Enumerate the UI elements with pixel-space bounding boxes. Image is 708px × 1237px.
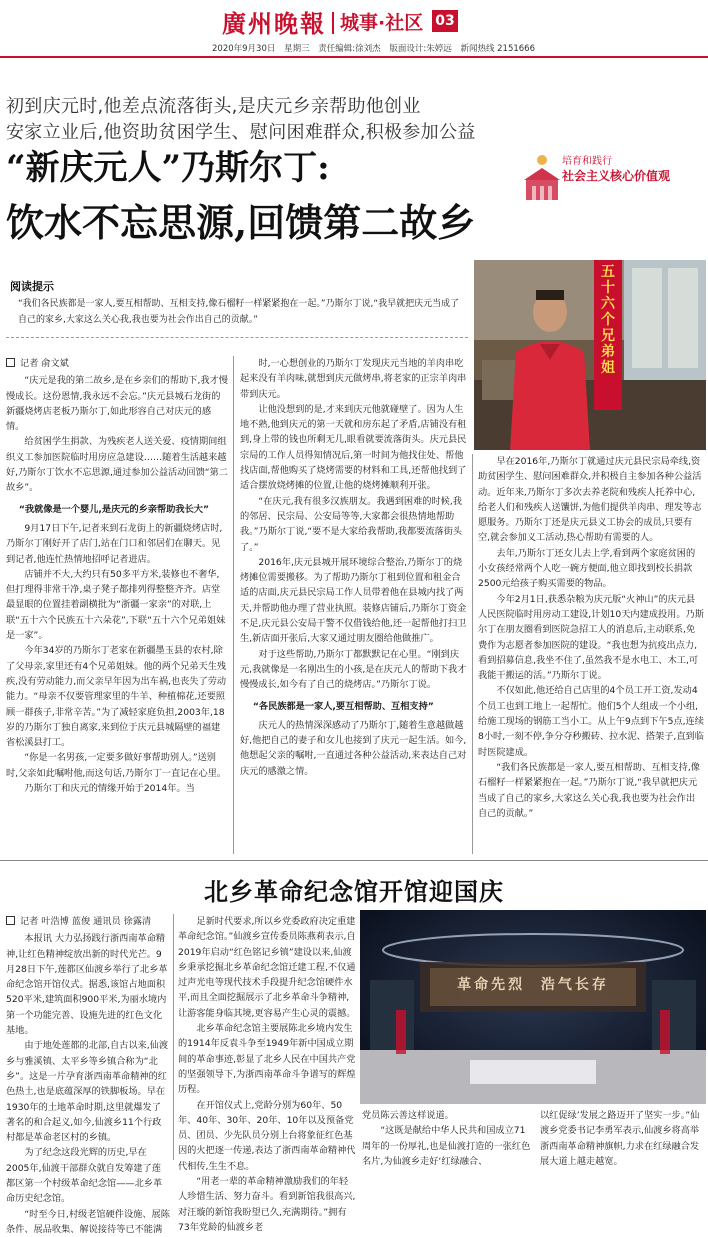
column-divider: [472, 454, 473, 854]
subheading: “各民族都是一家人,要互相帮助、互相支持”: [252, 700, 434, 712]
paragraph: 让他没想到的是,才来到庆元他就碰壁了。因为人生地不熟,他到庆元的第一天就和房东起了矛盾,店铺没有租到,身上带的钱也所剩无几,眼看就要流落街头。庆元县民宗局的工作人员得知情况后,第一时间为他找住处、帮他找店面,帮他购买了烧烤需要的材料和工具,还帮他找到了适合摆放烧烤摊的位置,让他的烧烤摊顺利开张。: [240, 403, 467, 492]
story1-column-1: [6, 356, 228, 856]
core-values-stamp: [522, 150, 702, 208]
paragraph: 时,一心想创业的乃斯尔丁发现庆元当地的羊肉串吃起来没有羊肉味,就想到庆元做烤串,将老家的正宗羊肉串带到庆元。: [240, 358, 467, 400]
story1-headline-2: 饮水不忘思源,回馈第二故乡: [6, 200, 476, 245]
paragraph: “庆元是我的第二故乡,是在乡亲们的帮助下,我才慢慢成长。这份恩情,我永远不会忘。”庆元县城石龙街的新疆烧烤店老板乃斯尔丁,如此形容自己对庆元的感情。: [6, 375, 228, 433]
paragraph: 9月17日下午,记者来到石龙街上的新疆烧烤店时,乃斯尔丁刚好开了店门,站在门口和邻居们在聊天。见到记者,他连忙热情地招呼记者进店。: [6, 522, 223, 565]
story2-headline: 北乡革命纪念馆开馆迎国庆: [204, 878, 504, 906]
column-divider: [173, 914, 174, 1160]
story2-column-1: [6, 914, 170, 1235]
issue-designer: 版面设计:朱婷远: [389, 44, 452, 54]
story2-column-3: [362, 1108, 532, 1167]
paragraph: 由于地处莲都的北部,自古以来,仙渡乡与雅溪镇、太平乡等乡镇合称为“北乡”。这是一片孕育浙西南革命精神的红色热土,也是底蕴深厚的铁脚板场。早在1930年的土地革命时期,这里就爆发了著名的和合起义,如今,仙渡乡11个行政村都是革命老区村的乡镇。: [6, 1040, 169, 1144]
masthead: [0, 0, 708, 60]
story2-column-2: [178, 914, 356, 1233]
museum-photo: [360, 910, 706, 1104]
stamp-line-1: 培育和践行: [562, 156, 612, 167]
paragraph: 本报讯 大力弘扬践行浙西南革命精神,让红色精神绽放出新的时代光芒。9月28日下午,莲都区仙渡乡举行了北乡革命纪念馆开馆仪式。据悉,该馆占地面积520平米,建筑面积900平米,为丽水境内第一个功能完善、设施先进的红色文化基地。: [6, 933, 168, 1037]
paragraph: 在开馆仪式上,党龄分别为60年、50年、40年、30年、20年、10年以及预备党员、团员、少先队员分别上台将象征红色基因的火把逐一传递,表达了浙西南革命精神代代相传,生生不息。: [178, 1099, 356, 1172]
story2-column-4: [540, 1108, 706, 1167]
column-divider: [233, 356, 234, 854]
restaurant-sign-text: 五十六个兄弟姐: [601, 264, 615, 376]
paragraph: 去年,乃斯尔丁还女儿去上学,看到两个家庭贫困的小女孩经常两个人吃一碗方便面,他立即找到校长捐款2500元给孩子购买需要的物品。: [478, 547, 696, 590]
subheading: “我就像是一个婴儿,是庆元的乡亲帮助我长大”: [18, 503, 210, 515]
paragraph: “你是一名男孩,一定要多做好事帮助别人。”送别时,父亲如此嘱咐他,而这句话,乃斯尔丁一直记在心里。: [6, 752, 227, 779]
paragraph: 今年2月1日,获悉杂粮为庆元版“火神山”的庆元县人民医院临时用房动工建设,计划10天内建成投用。乃斯尔丁在朋友圈看到医院急招工人的消息后,主动联系,免费作为志愿者参加医院的建设。“我也想为抗疫出点力,看到招募信息,我坐不住了,虽然我不是水电工、木工,可我能干搬运的活。”乃斯尔丁说。: [478, 593, 704, 682]
issue-hotline: 新闻热线 2151666: [460, 44, 535, 54]
paragraph: 今年34岁的乃斯尔丁老家在新疆墨玉县的农村,除了父母亲,家里还有4个兄弟姐妹。他的两个兄弟天生残疾,没有劳动能力,而父亲早年因为出车祸,也丧失了劳动能力。“母亲不仅要管理家里的牛羊、种植棉花,还要照顾一群孩子,非常辛苦。”为了减轻家庭负担,2003年,18岁的乃斯尔丁独自离家,来到位于庆元县城隔壁的福建省松溪县打工。: [6, 645, 227, 749]
newspaper-logo: 廣州晚報: [222, 9, 326, 38]
lead-divider: [6, 337, 468, 338]
byline-box-icon: [6, 358, 15, 367]
story2-byline: [6, 914, 170, 929]
paragraph: 庆元人的热情深深感动了乃斯尔丁,随着生意越做越好,他把自己的妻子和女儿也接到了庆元一起生活。如今,他想起父亲的嘱咐,一直通过各种公益活动,来表达自己对庆元的感激之情。: [240, 719, 467, 777]
lead-label: 阅读提示: [10, 280, 54, 293]
lead-quote: “我们各民族都是一家人,要互相帮助、互相支持,像石榴籽一样紧紧抱在一起。”乃斯尔丁说,“我早就把庆元当成了自己的家乡,大家这么关心我,我也要为社会作出自己的贡献。”: [18, 299, 460, 325]
portrait-photo: [474, 260, 706, 450]
story1-column-3: [478, 454, 704, 856]
paragraph: 不仅如此,他还给自己店里的4个员工开工资,发动4个员工也到工地上一起帮忙。他们5个人组成一个小组,给施工现场的钢筋工当小工。从上午9点到下午5点,连续8小时,一刻不停,争分夺秒搬砖、拉水泥、搭架子,直到临时医院建成。: [478, 685, 704, 758]
paragraph: 店铺并不大,大约只有50多平方米,装修也不奢华,但打理得非常干净,桌子凳子都排列得整整齐齐。店堂最显眼的位置挂着副横批为“浙疆一家亲”的对联,上联“五十六个民族五十六朵花”,下联“五十六个兄弟姐妹是一家”。: [6, 568, 226, 642]
paragraph: 2016年,庆元县城开展环境综合整治,乃斯尔丁的烧烤摊位需要搬移。为了帮助乃斯尔丁租到位置和租金合适的店面,庆元县民宗局工作人员带着他在县城内找了两天,并帮助他办理了营业执照。装修店铺后,乃斯尔丁资金不足,庆元县公安局干警不仅借钱给他,还一起帮他打扫卫生,新店面开张后,大家又通过朋友圈给他做推广。: [240, 556, 467, 645]
story1-kicker-2: 安家立业后,他资助贫困学生、慰问困难群众,积极参加公益: [6, 122, 476, 143]
paragraph: 对于这些帮助,乃斯尔丁都默默记在心里。“刚到庆元,我就像是一名刚出生的小孩,是在庆元人的帮助下我才慢慢成长,如今有了自己的烧烤店。”乃斯尔丁说。: [240, 648, 467, 691]
paragraph: 乃斯尔丁和庆元的情缘开始于2014年。当: [24, 783, 195, 795]
stamp-line-2: 社会主义核心价值观: [562, 169, 671, 183]
story1-column-2: [240, 356, 468, 856]
story1-byline-text: 记者 俞文斌: [20, 358, 69, 369]
page-number: 03: [432, 10, 458, 32]
paragraph: 北乡革命纪念馆主要展陈北乡境内发生的1914年反袁斗争至1949年新中国成立期间的革命事迹,彰显了北乡人民在中国共产党的坚强领导下,为浙西南革命斗争谱写的辉煌历程。: [178, 1023, 356, 1096]
paragraph: 党员陈云善这样说道。: [362, 1110, 454, 1121]
story2-byline-text: 记者 叶浩博 蓝俊 通讯员 徐露清: [20, 916, 152, 927]
museum-slogan: 革命先烈 浩气长存: [457, 977, 609, 993]
tiananmen-icon: [522, 150, 562, 206]
paragraph: 为了纪念这段光辉的历史,早在2005年,仙渡干部群众就自发筹建了莲都区第一个村级革命纪念馆——北乡革命历史纪念馆。: [6, 1147, 163, 1205]
issue-weekday: 星期三: [284, 44, 310, 54]
issue-info: [212, 42, 541, 54]
section-title: 城事·社区: [340, 12, 424, 34]
story1-kicker-1: 初到庆元时,他差点流落街头,是庆元乡亲帮助他创业: [6, 96, 421, 117]
paragraph: 以红促绿’发展之路迈开了坚实一步。”仙渡乡党委书记李勇军表示,仙渡乡将高举浙西南革命精神旗帜,力求在红绿融合发展大道上越走越宽。: [540, 1110, 700, 1167]
story-separator: [0, 860, 708, 861]
masthead-separator: [332, 12, 334, 34]
paragraph: “这既是献给中华人民共和国成立71周年的一份厚礼,也是仙渡打造的一张红色名片,为仙渡乡走好‘红绿融合、: [362, 1125, 531, 1167]
byline-box-icon: [6, 916, 15, 925]
paragraph: “在庆元,我有很多汉族朋友。我遇到困难的时候,我的邻居、民宗局、公安局等等,大家都会很热情地帮助我。”乃斯尔丁说,“要不是大家给我帮助,我都要流落街头了。”: [240, 495, 463, 553]
paragraph: “时至今日,村级老馆硬件设施、展陈条件、展品收集、解说接待等已不能满: [6, 1208, 170, 1235]
story1-byline: [6, 356, 228, 371]
story1-headline-1: “新庆元人”乃斯尔丁:: [6, 148, 330, 188]
paragraph: 早在2016年,乃斯尔丁就通过庆元县民宗局牵线,资助贫困学生、慰问困难群众,并积极自主参加各种公益活动。近年来,乃斯尔丁多次去养老院和残疾人托养中心,给老人们和残疾人送馕饼,为他们提供羊肉串、理发等志愿服务。乃斯尔丁还是庆元县义工协会的成员,只要有空,就会参加义工活动,热心帮助有需要的人。: [478, 456, 702, 544]
paragraph: 给贫困学生捐款、为残疾老人送关爱、疫情期间组织义工参加医院临时用房应急建设……随着生活越来越好,乃斯尔丁饮水不忘思源,通过参加公益活动回馈“第二故乡”。: [6, 436, 228, 494]
issue-editor: 责任编辑:徐刘杰: [318, 44, 381, 54]
paragraph: “用老一辈的革命精神激励我们的年轻人珍惜生活、努力奋斗。看到新馆我很高兴,对汪璇的新馆我盼望已久,充满期待。”拥有73年党龄的仙渡乡老: [178, 1176, 356, 1233]
issue-date: 2020年9月30日: [212, 44, 276, 54]
paragraph: 足新时代要求,所以乡党委政府决定重建革命纪念馆。”仙渡乡宣传委员陈燕莉表示,自2019年启动“红色铭记乡镇”建设以来,仙渡乡秉承挖掘北乡革命纪念馆迁建工程,不仅通过声光电等现代技术手段提升纪念馆硬件水平,而且全面挖掘展示了北乡革命斗争精神,让游客能身临其境,更容易产生心灵的震撼。: [178, 916, 356, 1019]
masthead-rule: [0, 56, 708, 58]
paragraph: “我们各民族都是一家人,要互相帮助、互相支持,像石榴籽一样紧紧抱在一起。”乃斯尔丁说,“我早就把庆元当成了自己的家乡,大家这么关心我,我也要为社会作出自己的贡献。”: [478, 761, 700, 819]
